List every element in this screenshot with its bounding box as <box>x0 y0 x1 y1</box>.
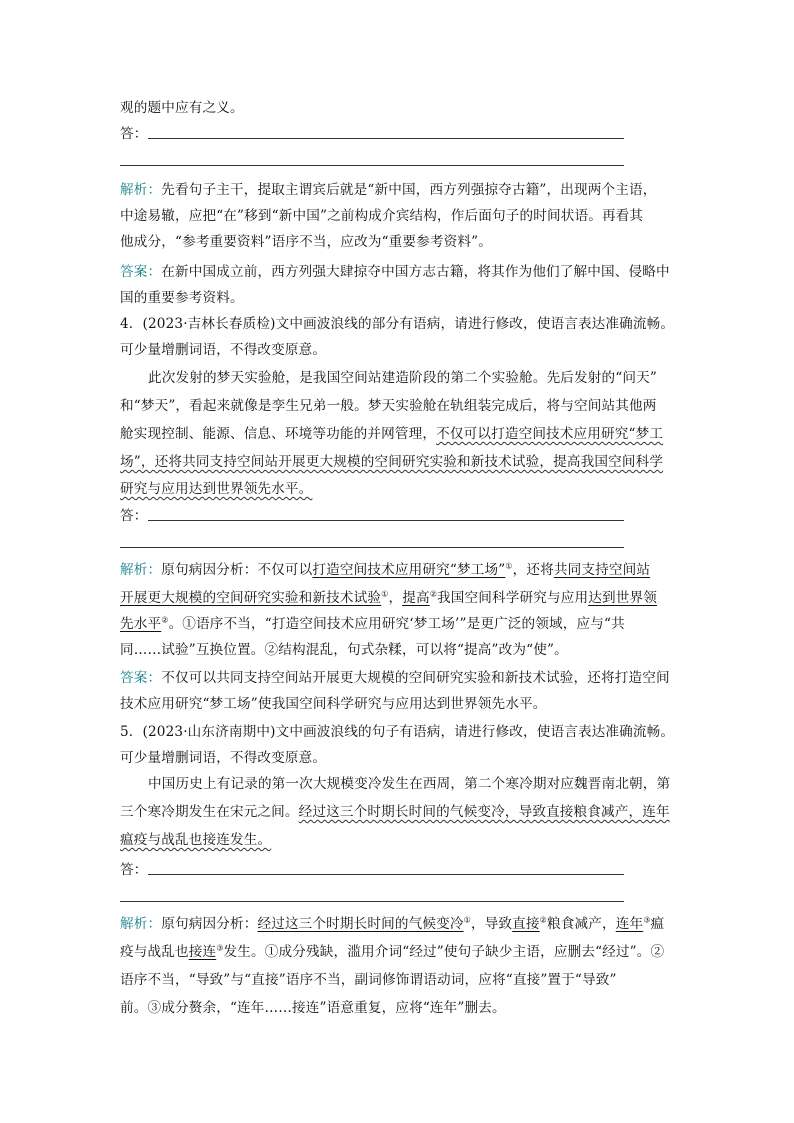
analysis-line: 前。③成分赘余，“连年……接连”语意重复，应将“连年”删去。 <box>120 1000 506 1016</box>
answer-text-line: 答案：在新中国成立前，西方列强大肆掠夺中国方志古籍，将其作为他们了解中国、侵略中 <box>120 264 670 280</box>
analysis-line: 他成分，“参考重要资料”语序不当，应改为“重要参考资料”。 <box>120 234 492 250</box>
analysis-line: 解析：原句病因分析：不仅可以打造空间技术应用研究“梦工场”①，还将共同支持空间站 <box>120 561 651 578</box>
analysis-label: 解析： <box>120 182 162 198</box>
q4-passage-line: 舱实现控制、能源、信息、环境等功能的并网管理，不仅可以打造空间技术应用研究“梦工 <box>120 426 664 442</box>
wavy-underlined-text: 场”，还将共同支持空间站开展更大规模的空间研究实验和新技术试验，提高我国空间科学 <box>120 454 664 470</box>
answer-line <box>148 138 624 139</box>
analysis-line: 先水平②。①语序不当，“打造空间技术应用研究‘梦工场’”是更广泛的领域，应与“共 <box>120 615 625 632</box>
answer-line <box>148 874 624 875</box>
prev-question-tail: 观的题中应有之义。 <box>120 100 244 116</box>
q4-passage-line <box>120 452 680 472</box>
wavy-underlined-text: 研究与应用达到世界领先水平。 <box>120 481 313 497</box>
answer-label: 答： <box>120 862 148 878</box>
q4-stem: 4．(2023·吉林长春质检)文中画波浪线的部分有语病，请进行修改，使语言表达准确流畅。 <box>120 316 675 332</box>
q4-stem: 可少量增删词语，不得改变原意。 <box>120 342 327 358</box>
answer-text-line: 答案：不仅可以共同支持空间站开展更大规模的空间研究实验和新技术试验，还将打造空间 <box>120 670 670 686</box>
wavy-underlined-text: 瘟疫与战乱也接连发生。 <box>120 832 272 848</box>
wavy-underlined-text: 经过这三个时期长时间的气候变冷，导致直接粮食减产，连年 <box>298 804 670 820</box>
answer-text-line: 技术应用研究“梦工场”使我国空间科学研究与应用达到世界领先水平。 <box>120 696 547 712</box>
q5-stem: 5．(2023·山东济南期中)文中画波浪线的句子有语病，请进行修改，使语言表达准确流畅。 <box>120 724 675 740</box>
q4-passage-line: 和“梦天”，看起来就像是孪生兄弟一般。梦天实验舱在轨组装完成后，将与空间站其他两 <box>120 398 657 414</box>
answer-key-label: 答案： <box>120 670 162 686</box>
analysis-line: 解析：先看句子主干，提取主谓宾后就是“新中国，西方列强掠夺古籍”，出现两个主语， <box>120 182 657 198</box>
analysis-line: 语序不当，“导致”与“直接”语序不当，副词修饰谓语动词，应将“直接”置于“导致” <box>120 972 617 988</box>
q5-passage-line: 中国历史上有记录的第一次大规模变冷发生在西周，第二个寒冷期对应魏晋南北朝，第 <box>148 776 671 792</box>
analysis-line: 同……试验”互换位置。②结构混乱，句式杂糅，可以将“提高”改为“使”。 <box>120 642 568 658</box>
analysis-label: 解析： <box>120 916 162 932</box>
wavy-underlined-text: 不仅可以打造空间技术应用研究“梦工 <box>436 426 664 442</box>
answer-label: 答： <box>120 126 148 142</box>
answer-line <box>120 547 624 548</box>
q5-stem: 可少量增删词语，不得改变原意。 <box>120 750 327 766</box>
answer-key-label: 答案： <box>120 264 162 280</box>
analysis-line: 开展更大规模的空间研究实验和新技术试验①，提高②我国空间科学研究与应用达到世界领 <box>120 589 657 606</box>
q4-passage-line: 此次发射的梦天实验舱，是我国空间站建造阶段的第二个实验舱。先后发射的“问天” <box>148 370 657 386</box>
analysis-line: 疫与战乱也接连③发生。①成分残缺，滥用介词“经过”使句子缺少主语，应删去“经过”。② <box>120 943 665 960</box>
answer-line <box>120 165 624 166</box>
analysis-label: 解析： <box>120 562 162 578</box>
q4-passage-line <box>120 479 680 499</box>
analysis-line: 中途易辙，应把“在”移到“新中国”之前构成介宾结构，作后面句子的时间状语。再看其 <box>120 208 644 224</box>
q5-passage-line <box>120 830 680 850</box>
answer-line <box>148 520 624 521</box>
q5-passage-line: 三个寒冷期发生在宋元之间。经过这三个时期长时间的气候变冷，导致直接粮食减产，连年 <box>120 804 670 820</box>
answer-text-line: 国的重要参考资料。 <box>120 290 244 306</box>
analysis-line: 解析：原句病因分析：经过这三个时期长时间的气候变冷①，导致直接②粮食减产，连年③瘟 <box>120 915 665 932</box>
answer-line <box>120 901 624 902</box>
answer-label: 答： <box>120 508 148 524</box>
